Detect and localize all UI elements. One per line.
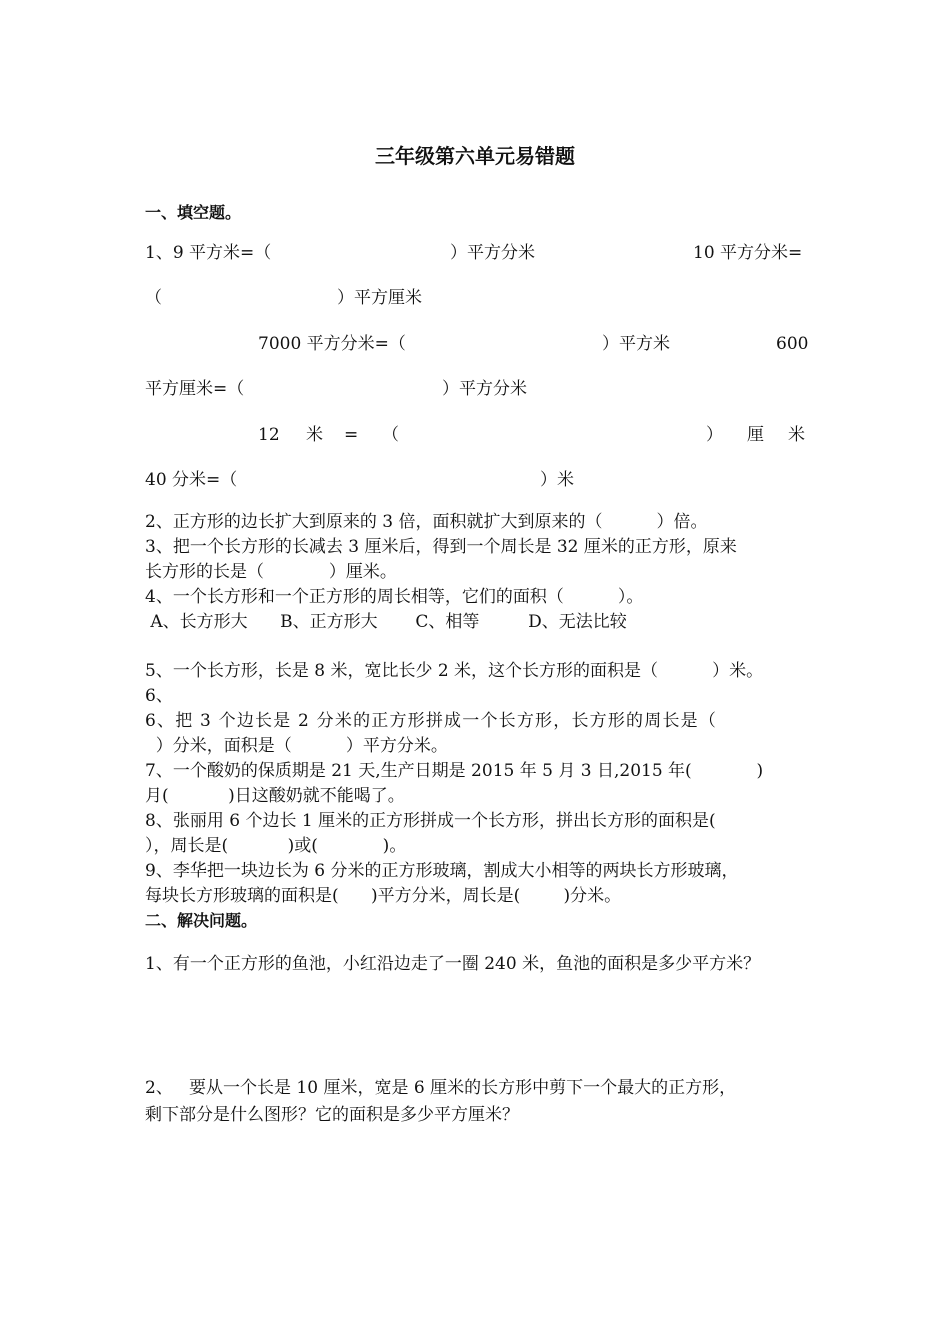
question-3-line-2: 长方形的长是（ ）厘米。	[145, 562, 397, 582]
q1-part-b-unit: ）平方厘米	[337, 288, 422, 308]
q1-part-e-unit-mi: 米	[788, 425, 805, 445]
q1-part-e-unit-li: 厘	[747, 425, 764, 445]
question-3-line-1: 3、把一个长方形的长减去 3 厘米后，得到一个周长是 32 厘米的正方形，原来	[145, 537, 737, 557]
question-6-stub: 6、	[145, 686, 173, 706]
question-6-line-1: 6、把 3 个边长是 2 分米的正方形拼成一个长方形，长方形的周长是（	[145, 711, 718, 731]
q1-part-d-unit: ）平方分米	[442, 379, 527, 399]
q1-part-d-prefix: 平方厘米=（	[145, 379, 245, 399]
question-7-line-2: 月( )日这酸奶就不能喝了。	[145, 786, 405, 806]
problem-2-line-2: 剩下部分是什么图形？它的面积是多少平方厘米？	[145, 1105, 519, 1125]
q1-part-b-open: （	[145, 288, 162, 308]
question-9-line-1: 9、李华把一块边长为 6 分米的正方形玻璃，割成大小相等的两块长方形玻璃，	[145, 861, 739, 881]
question-2: 2、正方形的边长扩大到原来的 3 倍，面积就扩大到原来的（ ）倍。	[145, 512, 708, 532]
q1-part-c-prefix: 7000 平方分米=（	[258, 334, 406, 354]
question-8-line-2: ），周长是( )或( )。	[145, 836, 407, 856]
q1-part-e-number: 12	[258, 425, 280, 445]
question-7-line-1: 7、一个酸奶的保质期是 21 天,生产日期是 2015 年 5 月 3 日,2015 年( )	[145, 761, 764, 781]
q1-part-f-unit: ）米	[540, 470, 574, 490]
page-title: 三年级第六单元易错题	[375, 144, 575, 168]
question-9-line-2: 每块长方形玻璃的面积是( )平方分米，周长是( )分米。	[145, 886, 622, 906]
question-5: 5、一个长方形，长是 8 米，宽比长少 2 米，这个长方形的面积是（ ）米。	[145, 661, 764, 681]
problem-1: 1、有一个正方形的鱼池，小红沿边走了一圈 240 米，鱼池的面积是多少平方米？	[145, 954, 761, 974]
q1-part-a-unit: ）平方分米	[450, 243, 535, 263]
q1-part-e-unit-m: 米	[306, 425, 323, 445]
q1-part-e-close: ）	[706, 425, 723, 445]
q1-part-e-equals: =	[344, 425, 359, 445]
q1-part-e-open: （	[382, 425, 399, 445]
question-8-line-1: 8、张丽用 6 个边长 1 厘米的正方形拼成一个长方形，拼出长方形的面积是(	[145, 811, 716, 831]
question-4-options: A、长方形大 B、正方形大 C、相等 D、无法比较	[145, 612, 627, 632]
q1-part-d-number: 600	[776, 334, 809, 354]
q1-part-b-prefix: 10 平方分米=	[693, 243, 803, 263]
question-4-line-1: 4、一个长方形和一个正方形的周长相等，它们的面积（ ）。	[145, 587, 644, 607]
q1-part-c-unit: ）平方米	[602, 334, 670, 354]
problem-2-line-1: 2、 要从一个长是 10 厘米，宽是 6 厘米的长方形中剪下一个最大的正方形，	[145, 1078, 737, 1098]
q1-part-a-prefix: 1、9 平方米=（	[145, 243, 272, 263]
question-6-line-2: ）分米，面积是（ ）平方分米。	[145, 736, 448, 756]
q1-part-f-prefix: 40 分米=（	[145, 470, 238, 490]
section-heading-problems: 二、解决问题。	[145, 911, 258, 930]
section-heading-fill-in: 一、填空题。	[145, 203, 242, 222]
